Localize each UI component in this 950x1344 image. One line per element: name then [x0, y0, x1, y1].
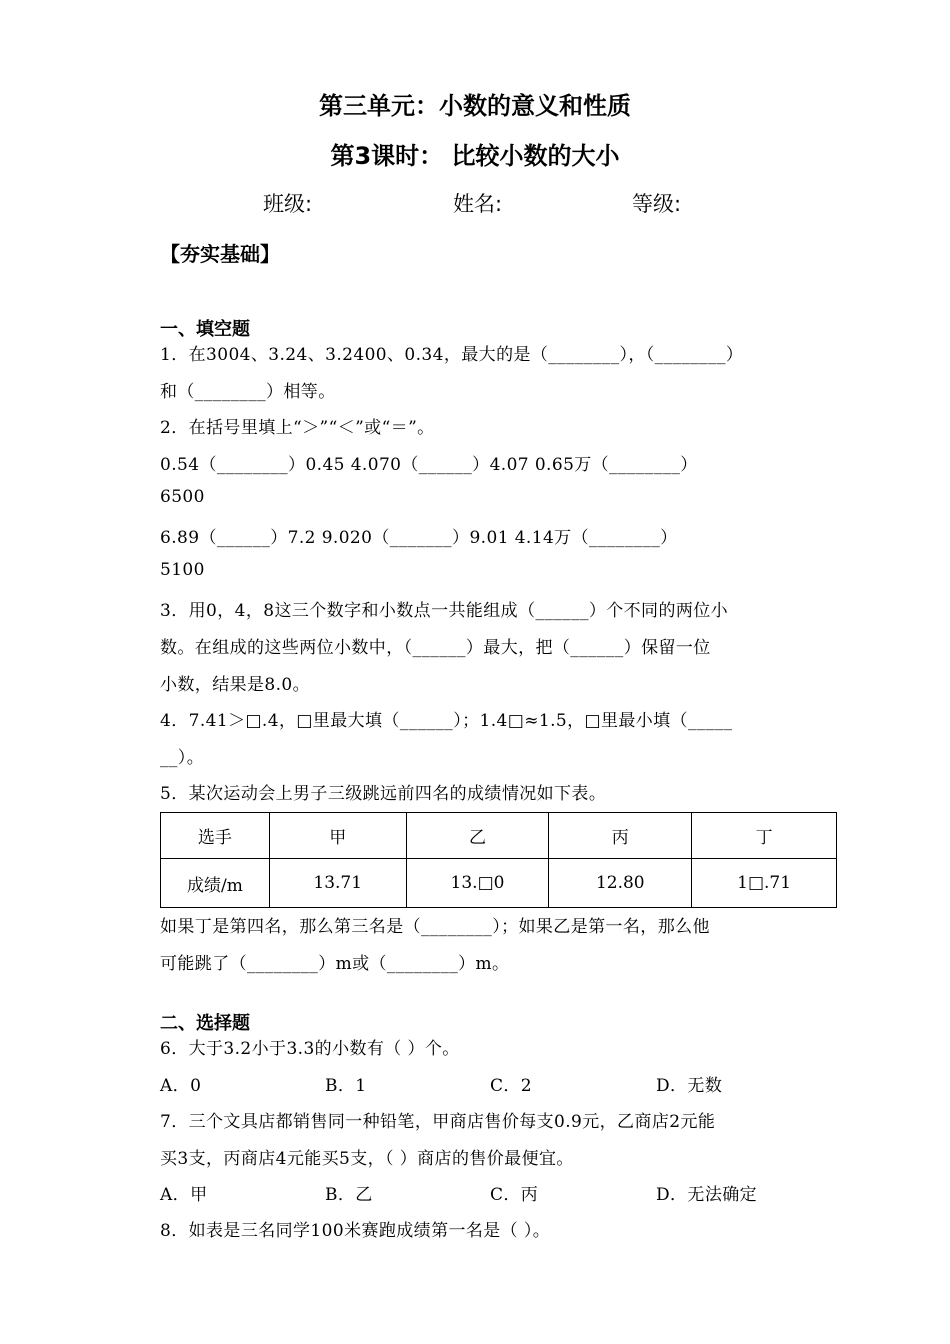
table-cell: 成绩/m — [161, 859, 270, 908]
table-cell: 1□.71 — [692, 859, 837, 908]
question-line: 5．某次运动会上男子三级跳远前四名的成绩情况如下表。 — [160, 784, 607, 804]
option-c: C．丙 — [490, 1185, 539, 1205]
table-row — [161, 859, 837, 908]
table-header-cell: 丁 — [692, 813, 837, 859]
question-line: 0.54（________）0.45 4.070（______）4.07 0.65万（________） — [160, 455, 698, 475]
question-6: 6．大于3.2小于3.3的小数有（ ）个。 — [160, 1039, 460, 1059]
option-c: C．2 — [490, 1076, 533, 1096]
option-b: B．1 — [325, 1076, 367, 1096]
question-line: 可能跳了（________）m或（________）m。 — [160, 954, 510, 974]
question-line: 2．在括号里填上“＞”“＜”或“＝”。 — [160, 418, 435, 438]
table-header-cell: 甲 — [269, 813, 406, 859]
table-cell: 13.□0 — [406, 859, 549, 908]
question-line: 5100 — [160, 560, 205, 580]
question-7-cont: 买3支，丙商店4元能买5支，（ ）商店的售价最便宜。 — [160, 1149, 574, 1169]
question-line: 6500 — [160, 487, 205, 507]
page-title: 第三单元：小数的意义和性质 — [319, 92, 631, 120]
table-header-cell: 乙 — [406, 813, 549, 859]
name-label: 姓名: — [453, 192, 503, 216]
foundation-heading: 【夯实基础】 — [160, 242, 280, 266]
table-cell: 13.71 — [269, 859, 406, 908]
score-table — [160, 812, 837, 908]
grade-label: 等级: — [632, 192, 682, 216]
table-header-cell: 选手 — [161, 813, 270, 859]
question-line: 如果丁是第四名，那么第三名是（________）；如果乙是第一名，那么他 — [160, 917, 710, 937]
choice-section-title: 二、选择题 — [160, 1013, 250, 1034]
question-line: 4．7.41＞□.4，□里最大填（______）；1.4□≈1.5，□里最小填（_____ — [160, 711, 733, 731]
question-8: 8．如表是三名同学100米赛跑成绩第一名是（ ）。 — [160, 1221, 551, 1241]
option-a: A．甲 — [160, 1185, 208, 1205]
question-line: 和（________）相等。 — [160, 382, 336, 402]
class-label: 班级: — [263, 192, 313, 216]
question-7: 7．三个文具店都销售同一种铅笔，甲商店售价每支0.9元，乙商店2元能 — [160, 1112, 716, 1132]
table-header-cell: 丙 — [549, 813, 692, 859]
question-line: __）。 — [160, 748, 205, 768]
question-line: 3．用0，4，8这三个数字和小数点一共能组成（______）个不同的两位小 — [160, 601, 729, 621]
option-d: D．无数 — [656, 1076, 723, 1096]
option-d: D．无法确定 — [656, 1185, 758, 1205]
question-line: 小数，结果是8.0。 — [160, 675, 311, 695]
fill-section-title: 一、填空题 — [160, 319, 250, 340]
question-line: 数。在组成的这些两位小数中，（______）最大，把（______）保留一位 — [160, 638, 711, 658]
question-line: 1．在3004、3.24、3.2400、0.34，最大的是（________），（________） — [160, 345, 744, 365]
table-cell: 12.80 — [549, 859, 692, 908]
option-a: A．0 — [160, 1076, 202, 1096]
question-line: 6.89（______）7.2 9.020（_______）9.01 4.14万（________） — [160, 528, 678, 548]
table-header-row — [161, 813, 837, 859]
option-b: B．乙 — [325, 1185, 373, 1205]
lesson-subtitle: 第3课时： 比较小数的大小 — [330, 142, 620, 170]
